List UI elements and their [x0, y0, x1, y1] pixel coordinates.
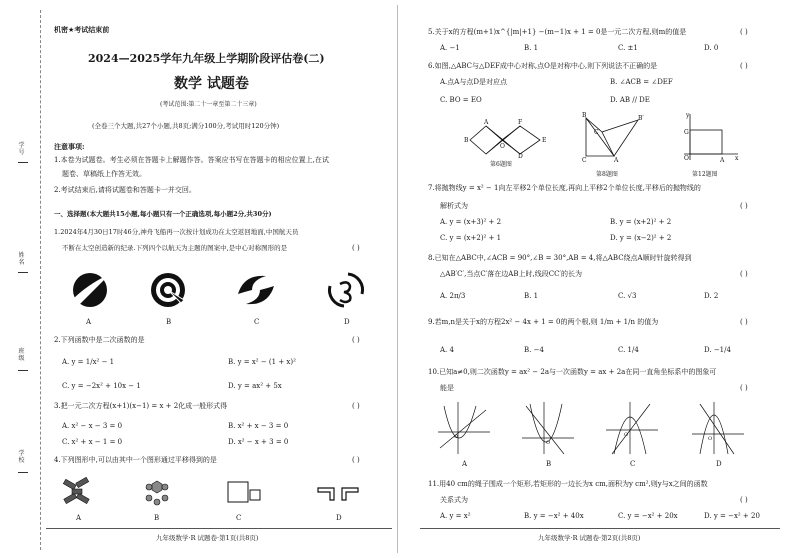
svg-text:O: O [708, 436, 713, 442]
q4-option-c-label: C [236, 514, 242, 522]
q9-option-a: A. 4 [440, 346, 454, 354]
sidebar-label-xingming: 姓名 [18, 252, 25, 266]
svg-text:B: B [464, 137, 469, 144]
figure-q12 [680, 112, 740, 162]
svg-text:E: E [542, 137, 547, 144]
svg-text:C′: C′ [594, 129, 600, 136]
q6-option-a: A.点A与点D是对应点 [440, 78, 507, 86]
q7-option-d: D. y = (x−2)² + 2 [610, 234, 672, 242]
q2-option-b: B. y = x² − (1 + x)² [228, 358, 296, 366]
svg-text:G: G [684, 129, 689, 136]
q11-line-a: 11.用40 cm的绳子围成一个矩形,若矩形的一边长为x cm,面积为y cm²,则y与x之间的函数 [428, 480, 708, 488]
svg-text:A: A [720, 157, 725, 164]
q1-option-c-figure [234, 270, 278, 310]
q9-option-b: B. −4 [524, 346, 544, 354]
q11-option-a: A. y = x² [440, 512, 471, 520]
q10-option-c-label: C [630, 460, 636, 468]
q9-option-d: D. −1/4 [704, 346, 731, 354]
figure-q12-caption: 第12题图 [692, 171, 718, 178]
q10-option-a-graph [436, 400, 492, 456]
q1-option-d-label: D [344, 318, 350, 326]
svg-text:F: F [518, 119, 523, 126]
q10-option-b-graph [520, 400, 576, 456]
svg-text:O: O [624, 432, 629, 438]
subject-title: 数学 试题卷 [174, 76, 249, 92]
q10-option-a-label: A [462, 460, 468, 468]
q2-stem: 2.下列函数中是二次函数的是 [54, 336, 145, 344]
q2-option-a: A. y = 1/x² − 1 [62, 358, 115, 366]
q8-option-d: D. 2 [704, 292, 719, 300]
q4-stem: 4.下列图形中,可以由其中一个图形通过平移得到的是 [54, 456, 217, 464]
svg-text:B′: B′ [638, 115, 644, 122]
q3-option-d: D. x² − x + 3 = 0 [228, 438, 289, 446]
q4-option-a-label: A [76, 514, 82, 522]
q4-option-d-figure [316, 486, 360, 516]
q8-option-a: A. 2π/3 [440, 292, 466, 300]
q11-line-b: 关系式为 [440, 496, 468, 504]
q5-option-d: D. 0 [704, 44, 719, 52]
q6-option-b: B. ∠ACB = ∠DEF [610, 78, 673, 86]
q10-line-b: 能是 [440, 384, 454, 392]
q9-option-c: C. 1/4 [618, 346, 639, 354]
svg-text:C: C [582, 157, 587, 164]
q8-line-a: 8.已知在△ABC中,∠ACB = 90°,∠B = 30°,AB = 4,将△ABC绕点A顺时针旋转得到 [428, 254, 692, 262]
figure-q6 [462, 118, 552, 158]
q1-option-c-label: C [254, 318, 260, 326]
q4-option-d-label: D [336, 514, 342, 522]
q1-answer-paren: ( ) [352, 244, 360, 252]
q10-answer-paren: ( ) [740, 384, 748, 392]
q2-option-c: C. y = −2x² + 10x − 1 [62, 382, 141, 390]
q2-answer-paren: ( ) [352, 336, 360, 344]
q4-option-a-figure [62, 478, 92, 508]
q11-option-d: D. y = −x² + 20 [704, 512, 760, 520]
q7-option-b: B. y = (x+2)² + 2 [610, 218, 672, 226]
q3-option-a: A. x² − x − 3 = 0 [62, 422, 123, 430]
figure-q6-caption: 第6题图 [490, 161, 512, 168]
q8-option-b: B. 1 [524, 292, 539, 300]
svg-text:O: O [684, 155, 689, 162]
svg-text:x: x [735, 155, 739, 162]
q3-stem: 3.把一元二次方程(x+1)(x−1) = x + 2化成一般形式得 [54, 402, 228, 410]
secret-label: 机密★考试结束前 [54, 26, 110, 34]
notice-item-1a: 1.本卷为试题卷。考生必须在答题卡上解题作答。答案应书写在答题卡的相应位置上,在试 [54, 156, 329, 164]
svg-text:y: y [686, 112, 690, 119]
q6-answer-paren: ( ) [740, 62, 748, 70]
q6-option-d: D. AB // DE [610, 96, 650, 104]
page-divider [397, 5, 398, 553]
q6-option-c: C. BO = EO [440, 96, 482, 104]
q1-option-a-figure [70, 270, 110, 310]
q7-line-a: 7.将抛物线y = x² − 1向左平移2个单位长度,再向上平移2个单位长度,平移后的抛物线的 [428, 184, 701, 192]
q4-option-b-label: B [154, 514, 160, 522]
figure-q8-caption: 第8题图 [596, 171, 618, 178]
q10-line-a: 10.已知a≠0,则二次函数y = ax² − 2a与一次函数y = ax + 2a在同一直角坐标系中的图象可 [428, 368, 717, 376]
q10-option-c-graph [604, 400, 660, 456]
q7-option-a: A. y = (x+3)² + 2 [440, 218, 502, 226]
q1-option-b-figure [148, 270, 188, 310]
q2-option-d: D. y = ax² + 5x [228, 382, 282, 390]
q5-answer-paren: ( ) [740, 28, 748, 36]
footer-page-1: 九年级数学·R 试题卷·第1页(共8页) [156, 534, 259, 542]
q3-option-b: B. x² + x − 3 = 0 [228, 422, 289, 430]
q7-answer-paren: ( ) [740, 202, 748, 210]
q3-option-c: C. x² + x − 1 = 0 [62, 438, 123, 446]
q5-stem: 5.关于x的方程(m+1)x^{|m|+1} −(m−1)x + 1 = 0是一元二次方程,则m的值是 [428, 28, 687, 36]
section-1-title: 一、选择题(本大题共15小题,每小题只有一个正确选项,每小题2分,共30分) [54, 210, 272, 218]
q1-option-a-label: A [86, 318, 92, 326]
q1-option-b-label: B [166, 318, 172, 326]
footer-page-2: 九年级数学·R 试题卷·第2页(共8页) [538, 534, 641, 542]
q1-line-b: 不断在太空创造新的纪录.下列四个以航天为主题的图案中,是中心对称图形的是 [62, 244, 288, 252]
q8-line-b: △AB′C′,当点C′落在边AB上时,线段CC′的长为 [440, 270, 583, 278]
q5-option-b: B. 1 [524, 44, 539, 52]
svg-text:O: O [454, 434, 459, 440]
sidebar-label-xuexiao: 学校 [18, 450, 25, 464]
notice-item-2: 2.考试结束后,请将试题卷和答题卡一并交回。 [54, 186, 196, 194]
q7-line-b: 解析式为 [440, 202, 468, 210]
q4-option-b-figure [142, 478, 172, 508]
q7-option-c: C. y = (x+2)² + 1 [440, 234, 502, 242]
notice-title: 注意事项: [54, 142, 85, 151]
svg-text:O: O [500, 143, 505, 150]
q9-stem: 9.若m,n是关于x的方程2x² − 4x + 1 = 0的两个根,则 1/m + 1/n 的值为 [428, 318, 659, 326]
q6-stem: 6.如图,△ABC与△DEF成中心对称,点O是对称中心,则下列说法不正确的是 [428, 62, 658, 70]
sidebar-label-xuehao: 学号 [18, 142, 25, 156]
q10-option-d-label: D [716, 460, 722, 468]
q5-option-a: A. −1 [440, 44, 460, 52]
sidebar-label-banji: 班级 [18, 348, 25, 362]
exam-range: (考试范围:第二十一章至第二十三章) [160, 101, 257, 108]
svg-text:B: B [582, 112, 587, 119]
q11-option-b: B. y = −x² + 40x [524, 512, 584, 520]
q10-option-b-label: B [546, 460, 552, 468]
q8-answer-paren: ( ) [740, 270, 748, 278]
exam-info: (全卷三个大题,共27个小题,共8页;满分100分,考试用时120分钟) [92, 122, 280, 130]
q4-option-c-figure [226, 480, 262, 510]
svg-text:A: A [614, 157, 619, 164]
exam-title: 2024—2025学年九年级上学期阶段评估卷(二) [88, 52, 325, 65]
q10-option-d-graph [690, 400, 746, 456]
binding-line [40, 10, 41, 550]
q4-answer-paren: ( ) [352, 456, 360, 464]
q3-answer-paren: ( ) [352, 402, 360, 410]
q11-answer-paren: ( ) [740, 496, 748, 504]
q1-line-a: 1.2024年4月30日17时46分,神舟飞船再一次按计划成功在太空返回地面,中国航天员 [54, 228, 299, 236]
q5-option-c: C. ±1 [618, 44, 638, 52]
notice-item-1b: 题卷、草稿纸上作答无效。 [62, 170, 146, 178]
q8-option-c: C. √3 [618, 292, 637, 300]
q9-answer-paren: ( ) [740, 318, 748, 326]
svg-text:O: O [546, 440, 551, 446]
q11-option-c: C. y = −x² + 20x [618, 512, 678, 520]
q1-option-d-figure [326, 270, 366, 310]
svg-text:A: A [484, 119, 489, 126]
figure-q8 [580, 112, 650, 162]
svg-text:D: D [518, 153, 523, 160]
